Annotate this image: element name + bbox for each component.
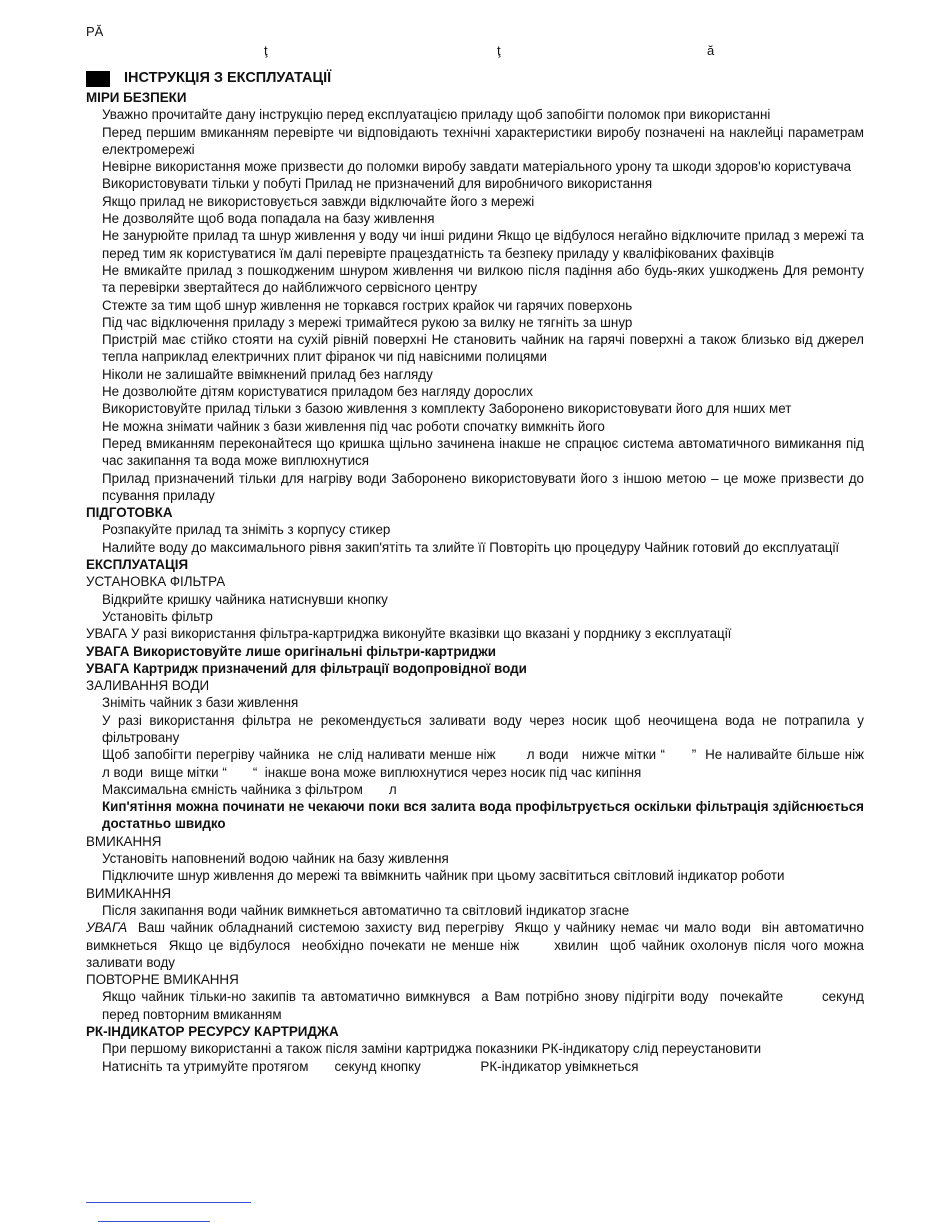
list-item: Перед першим вмиканням перевірте чи відповідають технічні характеристики виробу позначені на наклейці параметрам електромережі	[102, 124, 864, 157]
subheading-on: ВМИКАННЯ	[86, 833, 162, 849]
list-item: Налийте воду до максимального рівня закип'ятіть та злийте її Повторіть цю процедуру Чайник готовий до експлуатації	[102, 539, 840, 555]
list-item: Підключите шнур живлення до мережі та ввімкнить чайник при цьому засвітиться світловий індикатор роботи	[102, 868, 785, 884]
list-item: У разі використання фільтра не рекомендується заливати воду через носик щоб неочищена вода не потрапила у фільтровану	[102, 712, 864, 745]
section-heading-lcd: РК-ІНДИКАТОР РЕСУРСУ КАРТРИДЖА	[86, 1024, 339, 1040]
list-item: Уважно прочитайте дану інструкцію перед експлуатацією приладу щоб запобігти поломок при використанні	[102, 107, 771, 123]
note-filter-instructions: УВАГА У разі використання фільтра-картриджа виконуйте вказівки що вказані у порднику з експлуатації	[86, 626, 732, 642]
list-item: Розпакуйте прилад та зніміть з корпусу стикер	[102, 522, 391, 538]
subheading-filter: УСТАНОВКА ФІЛЬТРА	[86, 574, 226, 590]
header-t1: ţ	[264, 43, 268, 58]
subheading-off: ВИМИКАННЯ	[86, 885, 172, 901]
subheading-water: ЗАЛИВАННЯ ВОДИ	[86, 678, 210, 694]
list-item: Невірне використання може призвести до поломки виробу завдати матеріального урону та шкоди здоров'ю користувача	[102, 159, 852, 175]
note-overheat-label: УВАГА	[86, 920, 128, 936]
list-item: Установіть фільтр	[102, 608, 213, 624]
list-item: Прилад призначений тільки для нагріву води Заборонено використовувати його з іншою метою – це може призвести до псування приладу	[102, 470, 864, 503]
footnote-rule-1	[86, 1202, 251, 1203]
list-item: Натисніть та утримуйте протягом секунд кнопку РК-індикатор увімкнеться	[102, 1058, 639, 1074]
section-heading-operation: ЕКСПЛУАТАЦІЯ	[86, 557, 189, 573]
list-item: Після закипання води чайник вимкнеться автоматично та світловий індикатор згасне	[102, 902, 630, 918]
list-item: Ніколи не залишайте ввімкнений прилад без нагляду	[102, 366, 433, 382]
note-boiling: Кип'ятіння можна починати не чекаючи поки вся залита вода профільтрується оскільки фільтрація здійснюється достатньо швидко	[102, 799, 864, 832]
header-ra: РĂ	[86, 24, 104, 39]
title-row	[86, 70, 864, 88]
safety-list	[86, 106, 864, 504]
footnote-rule-2	[98, 1221, 210, 1222]
section-heading-prep: ПІДГОТОВКА	[86, 505, 173, 521]
list-item: Щоб запобігти перегріву чайника не слід наливати менше ніж л води нижче мітки “ ” Не наливайте більше ніж л води вище мітки “ “ інакше вона може виплюхнутися через носик під час кипіння	[102, 747, 891, 780]
list-item: Максимальна ємність чайника з фільтром л	[102, 781, 397, 797]
instruction-page	[86, 70, 891, 1075]
header-a: ă	[707, 43, 715, 58]
list-item: Не занурюйте прилад та шнур живлення у воду чи інші ридини Якщо це відбулося негайно відключите прилад з мережі та перед тим як користуватися їм далі перевірте працездатність та безпеку приладу у кваліфікованих фахівців	[102, 228, 864, 261]
list-item: Якщо прилад не використовується завжди відключайте його з мережі	[102, 193, 535, 209]
list-item: Під час відключення приладу з мережі тримайтеся рукою за вилку не тягніть за шнур	[102, 314, 633, 330]
list-item: Якщо чайник тільки-но закипів та автоматично вимкнувся а Вам потрібно знову підігріти воду почекайте секунд перед повторним вмиканням	[102, 989, 868, 1022]
list-item: Зніміть чайник з бази живлення	[102, 695, 299, 711]
list-item: При першому використанні а також після заміни картриджа показники РК-індикатору слід переустановити	[102, 1041, 762, 1057]
list-item: Не дозволяйте щоб вода попадала на базу живлення	[102, 211, 435, 227]
list-item: Використовуйте прилад тільки з базою живлення з комплекту Заборонено використовувати його для нших мет	[102, 401, 792, 417]
list-item: Перед вмиканням переконайтеся що кришка щільно зачинена інакше не спрацює система автоматичного вимикання під час закипання та вода може виплюхнутися	[102, 435, 864, 469]
list-item: Установіть наповнений водою чайник на базу живлення	[102, 851, 449, 867]
language-marker-box	[86, 71, 110, 87]
list-item: Не вмикайте прилад з пошкодженим шнуром живлення чи вилкою після падіння або будь-яких ушкоджень Для ремонту та перевірки звертайтеся до найближчого сервісного центру	[102, 262, 864, 296]
section-heading-safety: МІРИ БЕЗПЕКИ	[86, 90, 187, 105]
list-item: Відкрийте кришку чайника натиснувши кнопку	[102, 591, 388, 607]
note-tap-water: УВАГА Картридж призначений для фільтрації водопровідної води	[86, 660, 527, 676]
note-overheat	[86, 919, 868, 971]
note-overheat-text: Ваш чайник обладнаний системою захисту вид перегріву Якщо у чайнику немає чи мало води він автоматично вимкнеться Якщо це відбулося необхідно почекати не менше ніж хвилин щоб чайник охолонув після чого можна заливати воду	[86, 920, 868, 970]
list-item: Стежте за тим щоб шнур живлення не торкався гострих крайок чи гарячих поверхонь	[102, 297, 633, 313]
subheading-repeat: ПОВТОРНЕ ВМИКАННЯ	[86, 972, 239, 988]
list-item: Пристрій має стійко стояти на сухій рівній поверхні Не становить чайник на гарячі поверхні а також близько від джерел тепла наприклад електричних плит фіранок чи під навісними полицями	[102, 332, 864, 365]
list-item: Не дозволюйте дітям користуватися приладом без нагляду дорослих	[102, 384, 533, 400]
page-title: ІНСТРУКЦІЯ З ЕКСПЛУАТАЦІЇ	[124, 70, 332, 87]
note-original-filters: УВАГА Використовуйте лише оригінальні фільтри-картриджи	[86, 643, 497, 659]
list-item: Використовувати тільки у побуті Прилад не призначений для виробничого використання	[102, 176, 653, 192]
header-t2: ţ	[497, 43, 501, 58]
list-item: Не можна знімати чайник з бази живлення під час роботи спочатку вимкніть його	[102, 418, 605, 434]
